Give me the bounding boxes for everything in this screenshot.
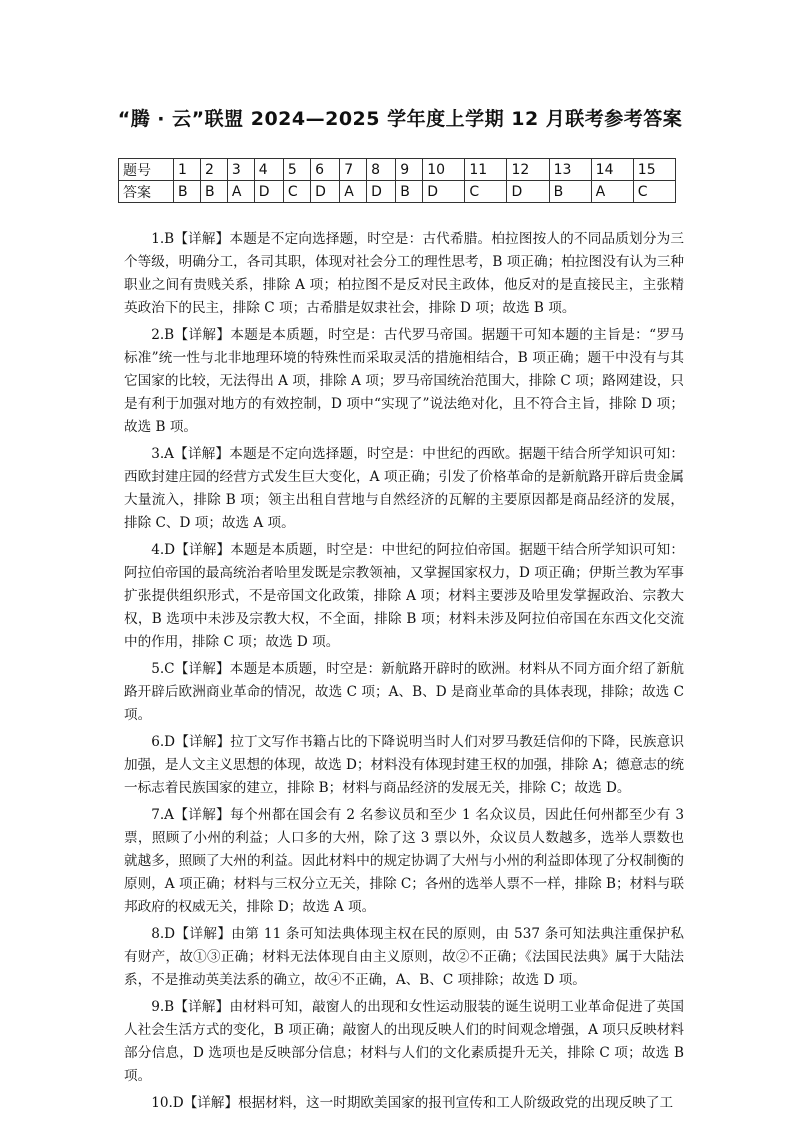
explanation-paragraph: 10.D【详解】根据材料，这一时期欧美国家的报刊宣传和工人阶级政党的出现反映了工 (151, 1095, 674, 1111)
question-number: 11 (465, 159, 507, 181)
question-number-row (119, 159, 676, 181)
explanations (124, 228, 684, 1119)
explanation-paragraph: 8.D【详解】由第 11 条可知法典体现主权在民的原则，由 537 条可知法典注重保护私有财产，故①③正确；材料无法体现自由主义原则，故②不正确；《法国民法典》属于大陆法系，不是推动英美法系的确立，故④不正确，A、B、C 项排除；故选 D 项。 (124, 926, 684, 988)
answer-cell: D (311, 181, 340, 203)
question-number: 15 (633, 159, 675, 181)
question-number: 13 (549, 159, 591, 181)
question-number: 14 (591, 159, 633, 181)
explanation-paragraph: 5.C【详解】本题是本质题，时空是：新航路开辟时的欧洲。材料从不同方面介绍了新航路开辟后欧洲商业革命的情况，故选 C 项；A、B、D 是商业革命的具体表现，排除；故选 C 项。 (124, 661, 684, 723)
row-label-answer: 答案 (119, 181, 174, 203)
explanation-paragraph: 4.D【详解】本题是本质题，时空是：中世纪的阿拉伯帝国。据题干结合所学知识可知：阿拉伯帝国的最高统治者哈里发既是宗教领袖，又掌握国家权力，D 项正确；伊斯兰教为军事扩张提供组织形式，不是帝国文化政策，排除 A 项；材料主要涉及哈里发掌握政治、宗教大权，B 选项中未涉及宗教大权，不全面，排除 B 项；材料未涉及阿拉伯帝国在东西文化交流中的作用，排除 C 项；故选 D 项。 (124, 542, 684, 650)
answer-cell: C (283, 181, 310, 203)
question-number: 5 (283, 159, 310, 181)
answer-cell: D (423, 181, 465, 203)
answer-cell: D (254, 181, 283, 203)
answer-table (118, 158, 676, 203)
answer-cell: A (340, 181, 367, 203)
explanation-paragraph: 9.B【详解】由材料可知，敲窗人的出现和女性运动服装的诞生说明工业革命促进了英国人社会生活方式的变化，B 项正确；敲窗人的出现反映人们的时间观念增强，A 项只反映材料部分信息，D 选项也是反映部分信息；材料与人们的文化素质提升无关，排除 C 项；故选 B 项。 (124, 999, 684, 1084)
answer-cell: A (591, 181, 633, 203)
row-label-question: 题号 (119, 159, 174, 181)
question-number: 2 (200, 159, 227, 181)
page-title: “腾 · 云”联盟 2024—2025 学年度上学期 12 月联考参考答案 (117, 108, 683, 130)
answer-cell: C (465, 181, 507, 203)
answer-cell: C (633, 181, 675, 203)
explanation-paragraph: 3.A【详解】本题是不定向选择题，时空是：中世纪的西欧。据题干结合所学知识可知：西欧封建庄园的经营方式发生巨大变化，A 项正确；引发了价格革命的是新航路开辟后贵金属大量流入，排除 B 项；领主出租自营地与自然经济的瓦解的主要原因都是商品经济的发展，排除 C、D 项；故选 A 项。 (124, 446, 684, 531)
explanation-paragraph: 2.B【详解】本题是本质题，时空是：古代罗马帝国。据题干可知本题的主旨是：“罗马标准”统一性与北非地理环境的特殊性而采取灵活的措施相结合，B 项正确；题干中没有与其它国家的比较，无法得出 A 项，排除 A 项；罗马帝国统治范围大，排除 C 项；路网建设，只是有利于加强对地方的有效控制，D 项中“实现了”说法绝对化，且不符合主旨，排除 D 项；故选 B 项。 (124, 327, 684, 435)
question-number: 1 (174, 159, 201, 181)
explanation-paragraph: 1.B【详解】本题是不定向选择题，时空是：古代希腊。柏拉图按人的不同品质划分为三个等级，明确分工，各司其职，体现对社会分工的理性思考，B 项正确；柏拉图没有认为三种职业之间有贵贱关系，排除 A 项；柏拉图不是反对民主政体，他反对的是直接民主，主张精英政治下的民主，排除 C 项；古希腊是奴隶社会，排除 D 项；故选 B 项。 (124, 231, 684, 316)
answer-cell: B (200, 181, 227, 203)
question-number: 6 (311, 159, 340, 181)
question-number: 7 (340, 159, 367, 181)
question-number: 9 (396, 159, 423, 181)
question-number: 8 (367, 159, 396, 181)
answer-cell: B (549, 181, 591, 203)
explanation-paragraph: 6.D【详解】拉丁文写作书籍占比的下降说明当时人们对罗马教廷信仰的下降，民族意识加强，是人文主义思想的体现，故选 D；材料没有体现封建王权的加强，排除 A；德意志的统一标志着民族国家的建立，排除 B；材料与商品经济的发展无关，排除 C；故选 D。 (124, 734, 684, 796)
question-number: 10 (423, 159, 465, 181)
question-number: 3 (227, 159, 254, 181)
answer-cell: D (507, 181, 549, 203)
answer-cell: B (174, 181, 201, 203)
answer-row (119, 181, 676, 203)
answer-cell: B (396, 181, 423, 203)
explanation-paragraph: 7.A【详解】每个州都在国会有 2 名参议员和至少 1 名众议员，因此任何州都至少有 3 票，照顾了小州的利益；人口多的大州，除了这 3 票以外，众议员人数越多，选举人票数也就越多，照顾了大州的利益。因此材料中的规定协调了大州与小州的利益即体现了分权制衡的原则，A 项正确；材料与三权分立无关，排除 C；各州的选举人票不一样，排除 B；材料与联邦政府的权威无关，排除 D；故选 A 项。 (124, 807, 684, 915)
question-number: 4 (254, 159, 283, 181)
question-number: 12 (507, 159, 549, 181)
answer-cell: D (367, 181, 396, 203)
answer-cell: A (227, 181, 254, 203)
